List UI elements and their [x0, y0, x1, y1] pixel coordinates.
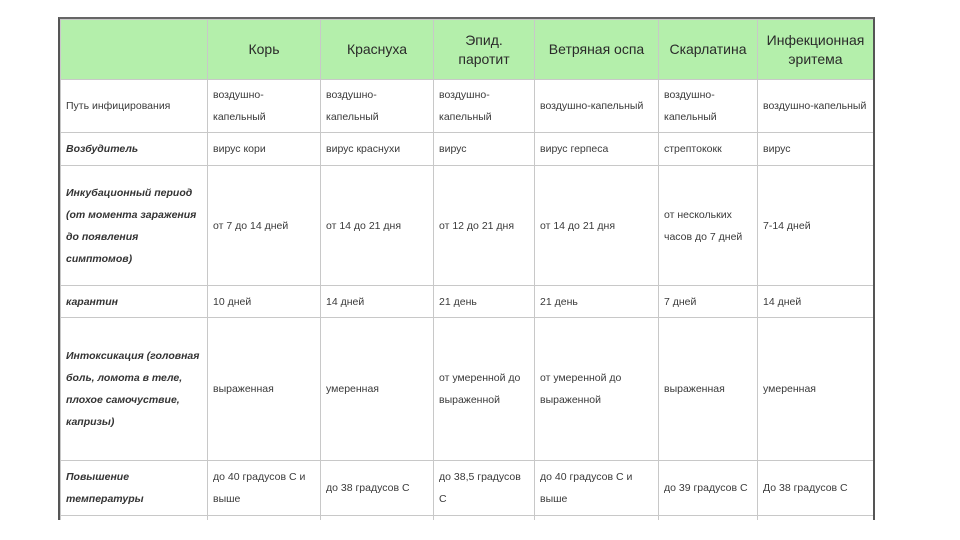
table-cell: воздушно-капельный [208, 80, 321, 133]
row-label: Путь инфицирования [61, 80, 208, 133]
table-cell: 21 день [535, 286, 659, 318]
table-cell: до 38,5 градусов С [434, 461, 535, 516]
table-row [61, 286, 874, 318]
header-row [61, 20, 874, 80]
table-cell: До 38 градусов С [758, 461, 874, 516]
table-cell: воздушно-капельный [659, 80, 758, 133]
table-cell: умеренная [321, 318, 434, 461]
table-row [61, 133, 874, 166]
table-cell: вирус герпеса [535, 133, 659, 166]
table-cell: до 39 градусов С [659, 461, 758, 516]
table-cell: 21 день [434, 286, 535, 318]
table-cell: воздушно-капельный [321, 80, 434, 133]
empty-cell [758, 516, 874, 521]
table-cell: от нескольких часов до 7 дней [659, 166, 758, 286]
column-header: Краснуха [321, 20, 434, 80]
table-cell: 7 дней [659, 286, 758, 318]
row-label: Возбудитель [61, 133, 208, 166]
table-row [61, 461, 874, 516]
table-cell: вирус [758, 133, 874, 166]
column-header: Корь [208, 20, 321, 80]
table-cell: от 7 до 14 дней [208, 166, 321, 286]
empty-cell [61, 516, 208, 521]
table-row [61, 166, 874, 286]
table-cell: до 38 градусов С [321, 461, 434, 516]
table-cell: умеренная [758, 318, 874, 461]
table-cell: выраженная [208, 318, 321, 461]
disease-comparison-table [60, 19, 874, 520]
column-header: Скарлатина [659, 20, 758, 80]
table-cell: 10 дней [208, 286, 321, 318]
table-row-partial [61, 516, 874, 521]
disease-comparison-table-container [58, 17, 875, 520]
table-cell: воздушно-капельный [535, 80, 659, 133]
table-row [61, 318, 874, 461]
empty-cell [659, 516, 758, 521]
empty-cell [208, 516, 321, 521]
table-cell: от 12 до 21 дня [434, 166, 535, 286]
row-label: Повышение температуры [61, 461, 208, 516]
column-header: Инфекционная эритема [758, 20, 874, 80]
table-cell: от 14 до 21 дня [321, 166, 434, 286]
table-cell: от умеренной до выраженной [434, 318, 535, 461]
table-cell: воздушно-капельный [434, 80, 535, 133]
table-cell: до 40 градусов С и выше [208, 461, 321, 516]
table-cell: вирус краснухи [321, 133, 434, 166]
table-cell: 14 дней [758, 286, 874, 318]
table-cell: стрептококк [659, 133, 758, 166]
row-label: Инкубационный период (от момента заражения до появления симптомов) [61, 166, 208, 286]
empty-cell [321, 516, 434, 521]
table-cell: вирус кори [208, 133, 321, 166]
table-cell: выраженная [659, 318, 758, 461]
table-cell: от 14 до 21 дня [535, 166, 659, 286]
table-row [61, 80, 874, 133]
header-corner [61, 20, 208, 80]
column-header: Эпид. паротит [434, 20, 535, 80]
column-header: Ветряная оспа [535, 20, 659, 80]
table-cell: от умеренной до выраженной [535, 318, 659, 461]
empty-cell [434, 516, 535, 521]
table-cell: 14 дней [321, 286, 434, 318]
table-cell: 7-14 дней [758, 166, 874, 286]
row-label: карантин [61, 286, 208, 318]
table-cell: воздушно-капельный [758, 80, 874, 133]
empty-cell [535, 516, 659, 521]
table-cell: вирус [434, 133, 535, 166]
table-cell: до 40 градусов С и выше [535, 461, 659, 516]
row-label: Интоксикация (головная боль, ломота в теле, плохое самочуствие, капризы) [61, 318, 208, 461]
